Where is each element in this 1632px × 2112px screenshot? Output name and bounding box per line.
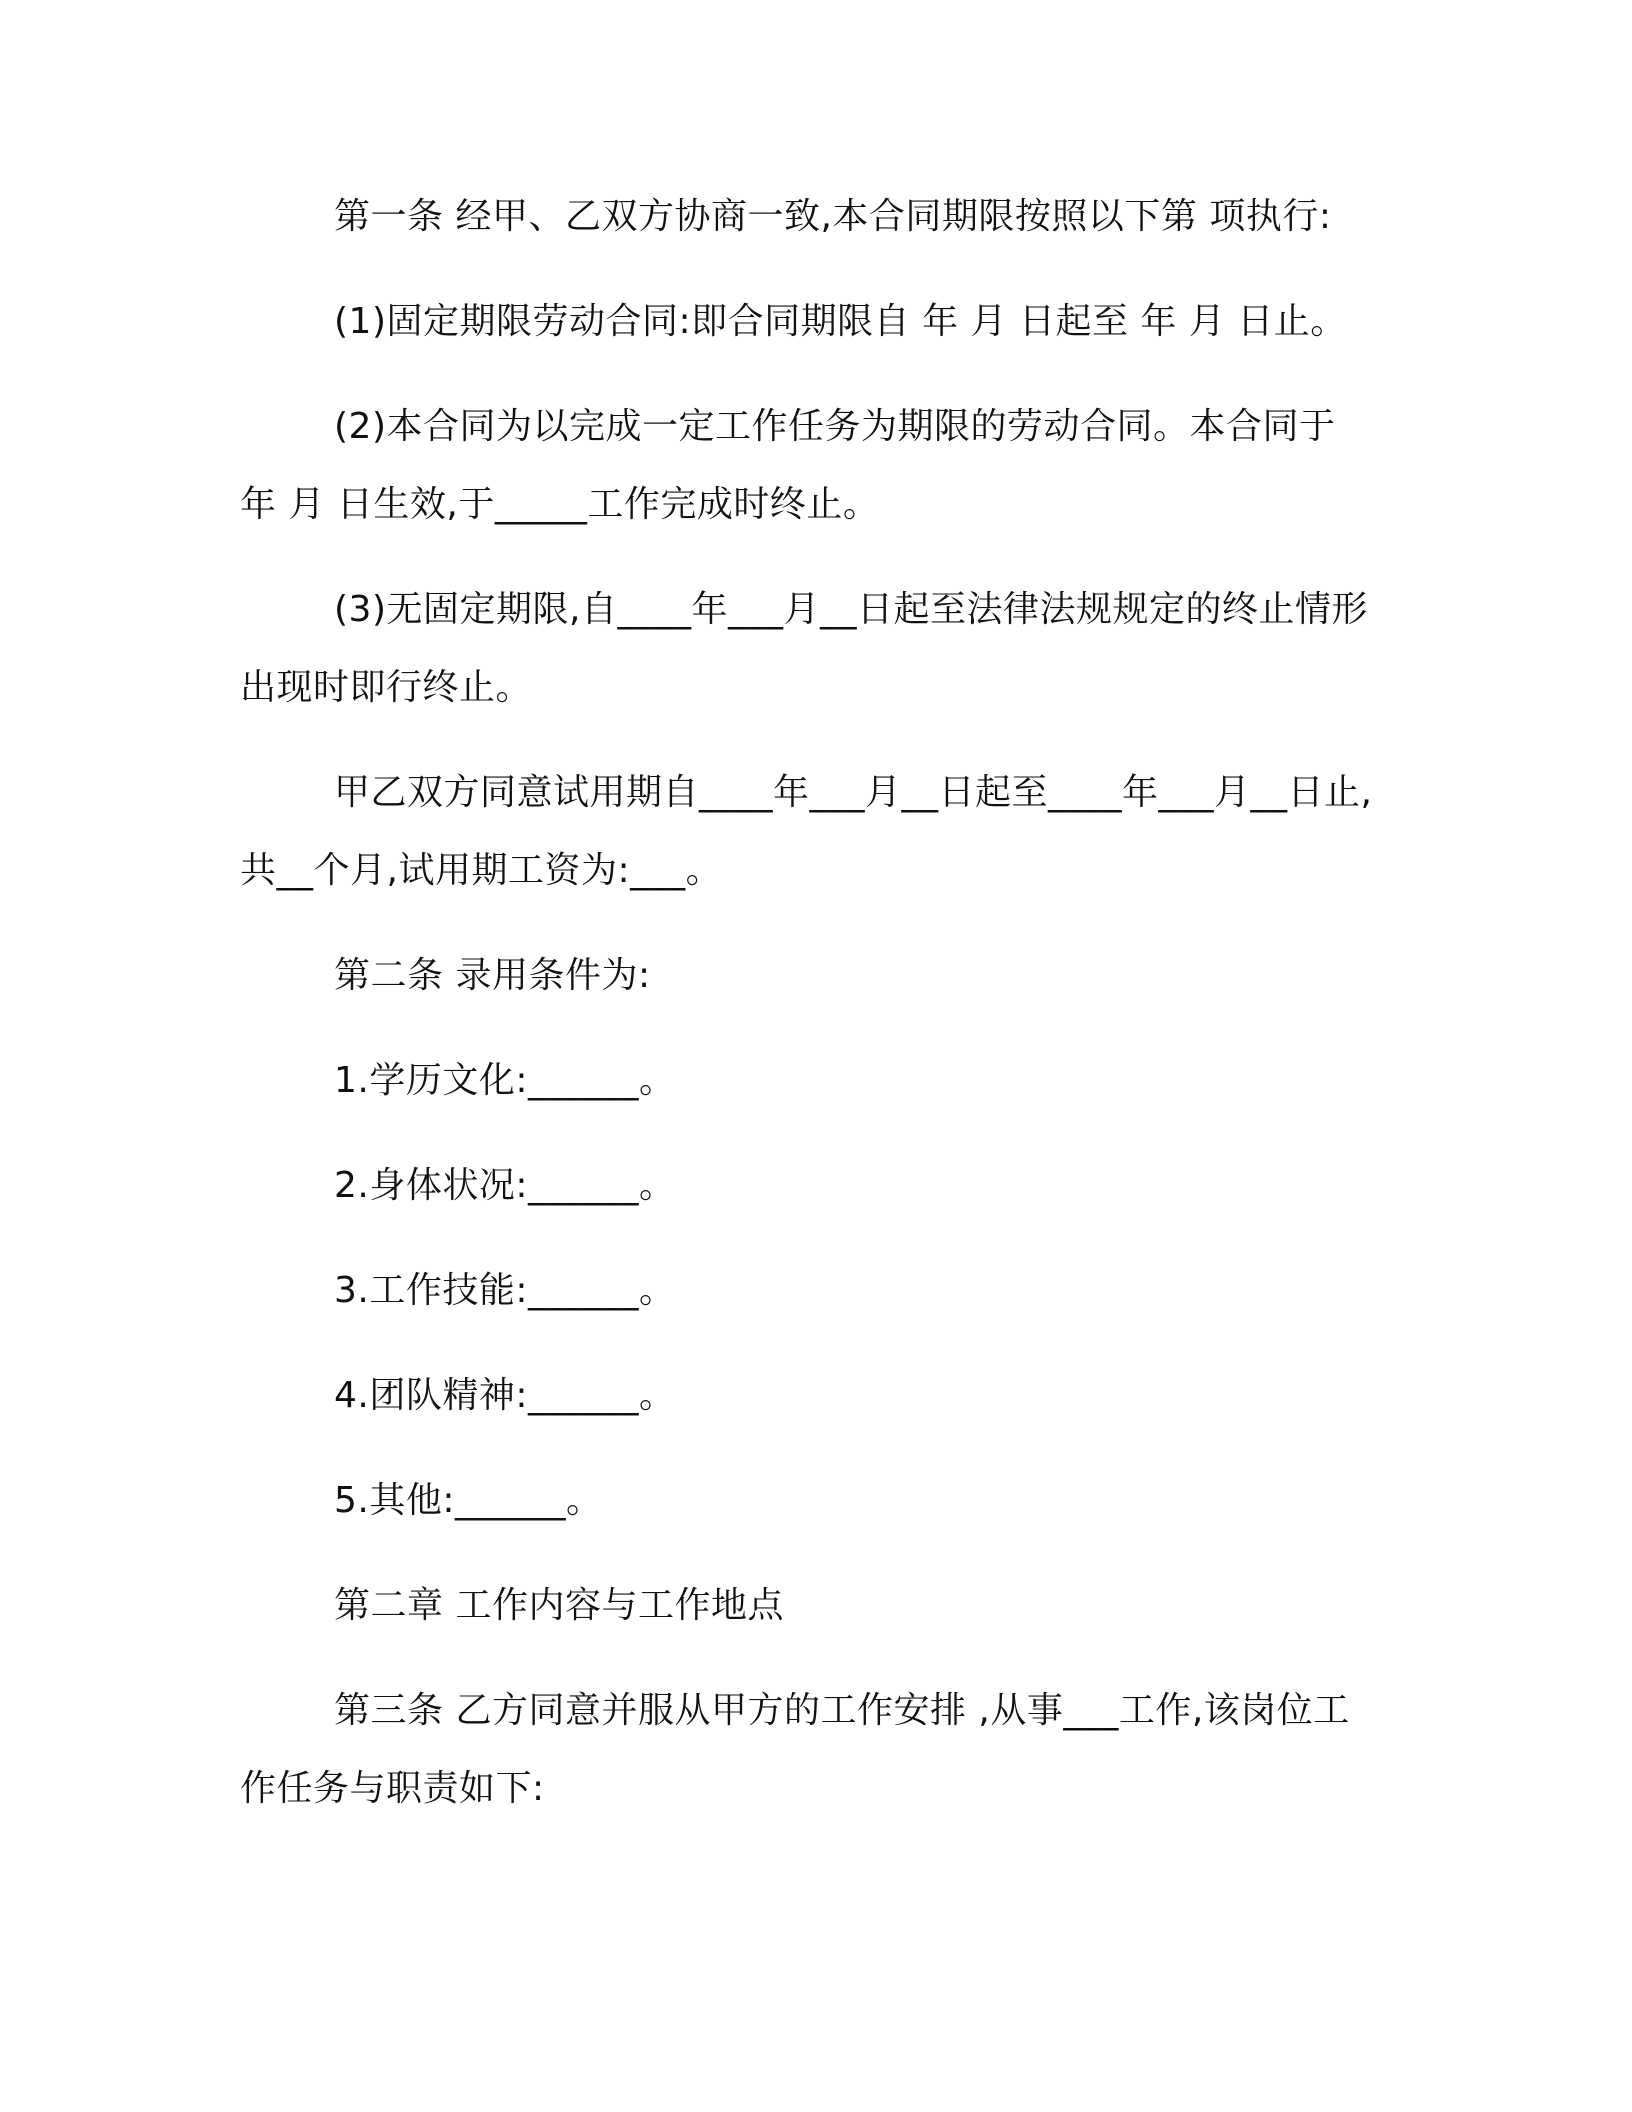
fixed-term-clause: (1)固定期限劳动合同:即合同期限自 年 月 日起至 年 月 日止。	[334, 301, 1347, 342]
article-2-hiring-conditions: 第二条 录用条件为:	[334, 955, 651, 996]
condition-teamwork: 4.团队精神:______。	[334, 1375, 676, 1416]
chapter-2-heading: 第二章 工作内容与工作地点	[334, 1585, 784, 1626]
condition-health: 2.身体状况:______。	[334, 1165, 676, 1206]
document-body	[240, 178, 1376, 1855]
task-based-term-clause: (2)本合同为以完成一定工作任务为期限的劳动合同。本合同于 年 月 日生效,于_____工作完成时终止。	[240, 406, 1336, 525]
article-3-job-duties: 第三条 乙方同意并服从甲方的工作安排 ,从事___工作,该岗位工作任务与职责如下:	[240, 1690, 1350, 1809]
condition-other: 5.其他:______。	[334, 1480, 603, 1521]
condition-education: 1.学历文化:______。	[334, 1060, 676, 1101]
article-1-term-options: 第一条 经甲、乙双方协商一致,本合同期限按照以下第 项执行:	[334, 196, 1332, 237]
condition-skills: 3.工作技能:______。	[334, 1270, 676, 1311]
open-ended-term-clause: (3)无固定期限,自____年___月__日起至法律法规规定的终止情形出现时即行终止。	[240, 589, 1368, 708]
probation-period-clause: 甲乙双方同意试用期自____年___月__日起至____年___月__日止,共__个月,试用期工资为:___。	[240, 772, 1373, 891]
